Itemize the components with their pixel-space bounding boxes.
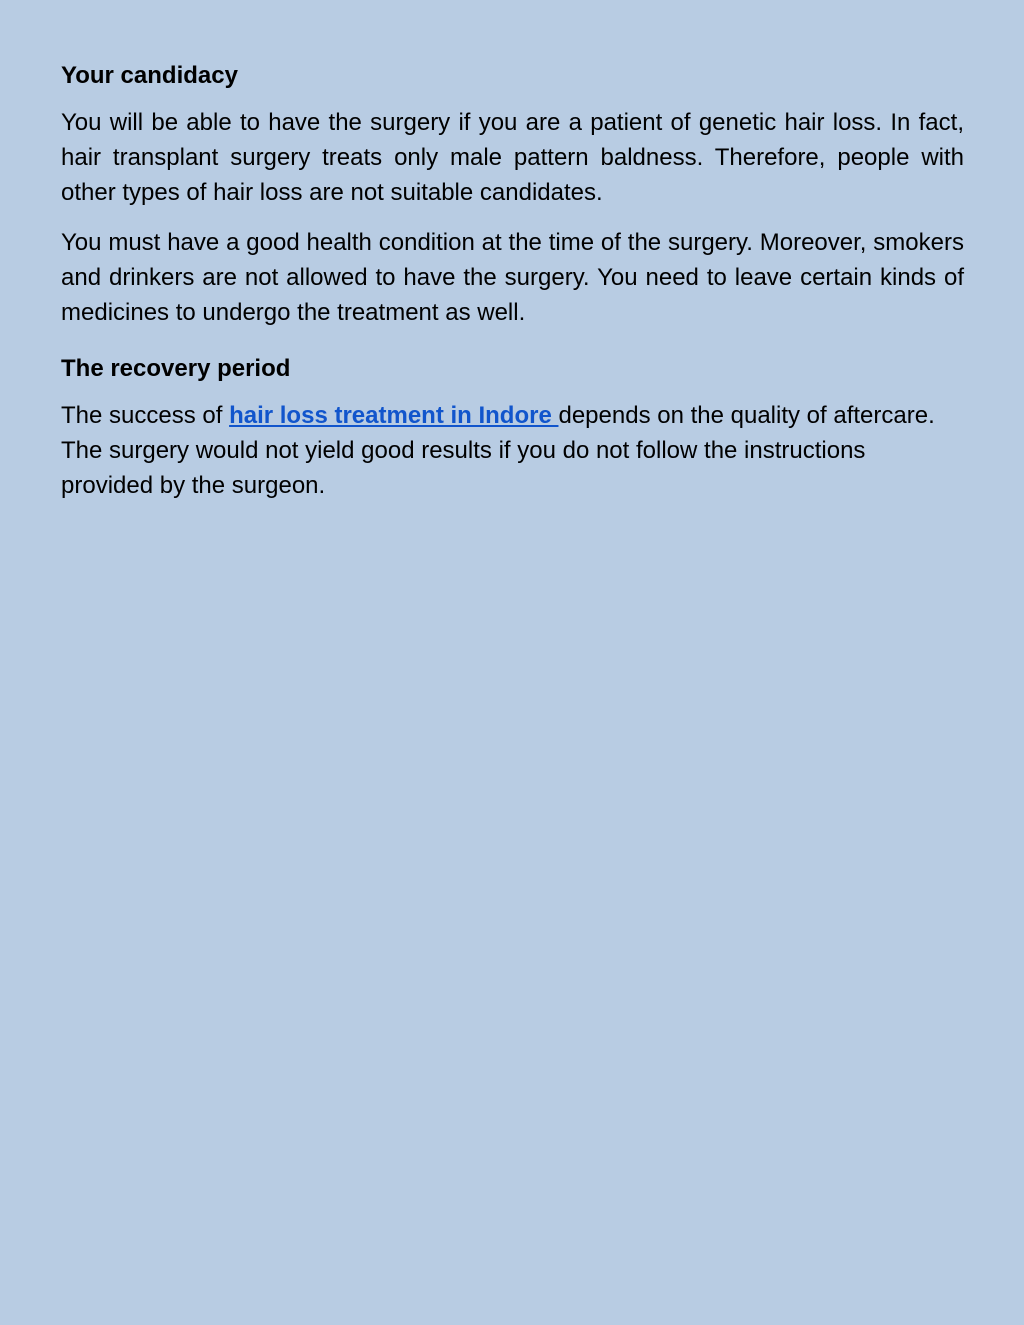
recovery-text-before: The success of [61, 402, 230, 429]
hair-loss-treatment-link[interactable]: hair loss treatment in Indore [229, 402, 559, 429]
section-heading-recovery: The recovery period [61, 355, 291, 382]
candidacy-paragraph-2: You must have a good health condition at the time of the surgery. Moreover, smokers and drinkers are not allowed to have the surgery. You need to leave certain kinds of medicines to undergo the treatment as well. [61, 229, 964, 326]
recovery-text-after: depends on the quality of aftercare. The surgery would not yield good results if you do not follow the instructions provided by the surgeon. [61, 402, 935, 499]
section-heading-candidacy: Your candidacy [61, 62, 238, 89]
candidacy-paragraph-1: You will be able to have the surgery if you are a patient of genetic hair loss. In fact, hair transplant surgery treats only male pattern baldness. Therefore, people with other types of hair loss are not suitable candidates. [61, 109, 964, 206]
recovery-paragraph [61, 398, 964, 503]
